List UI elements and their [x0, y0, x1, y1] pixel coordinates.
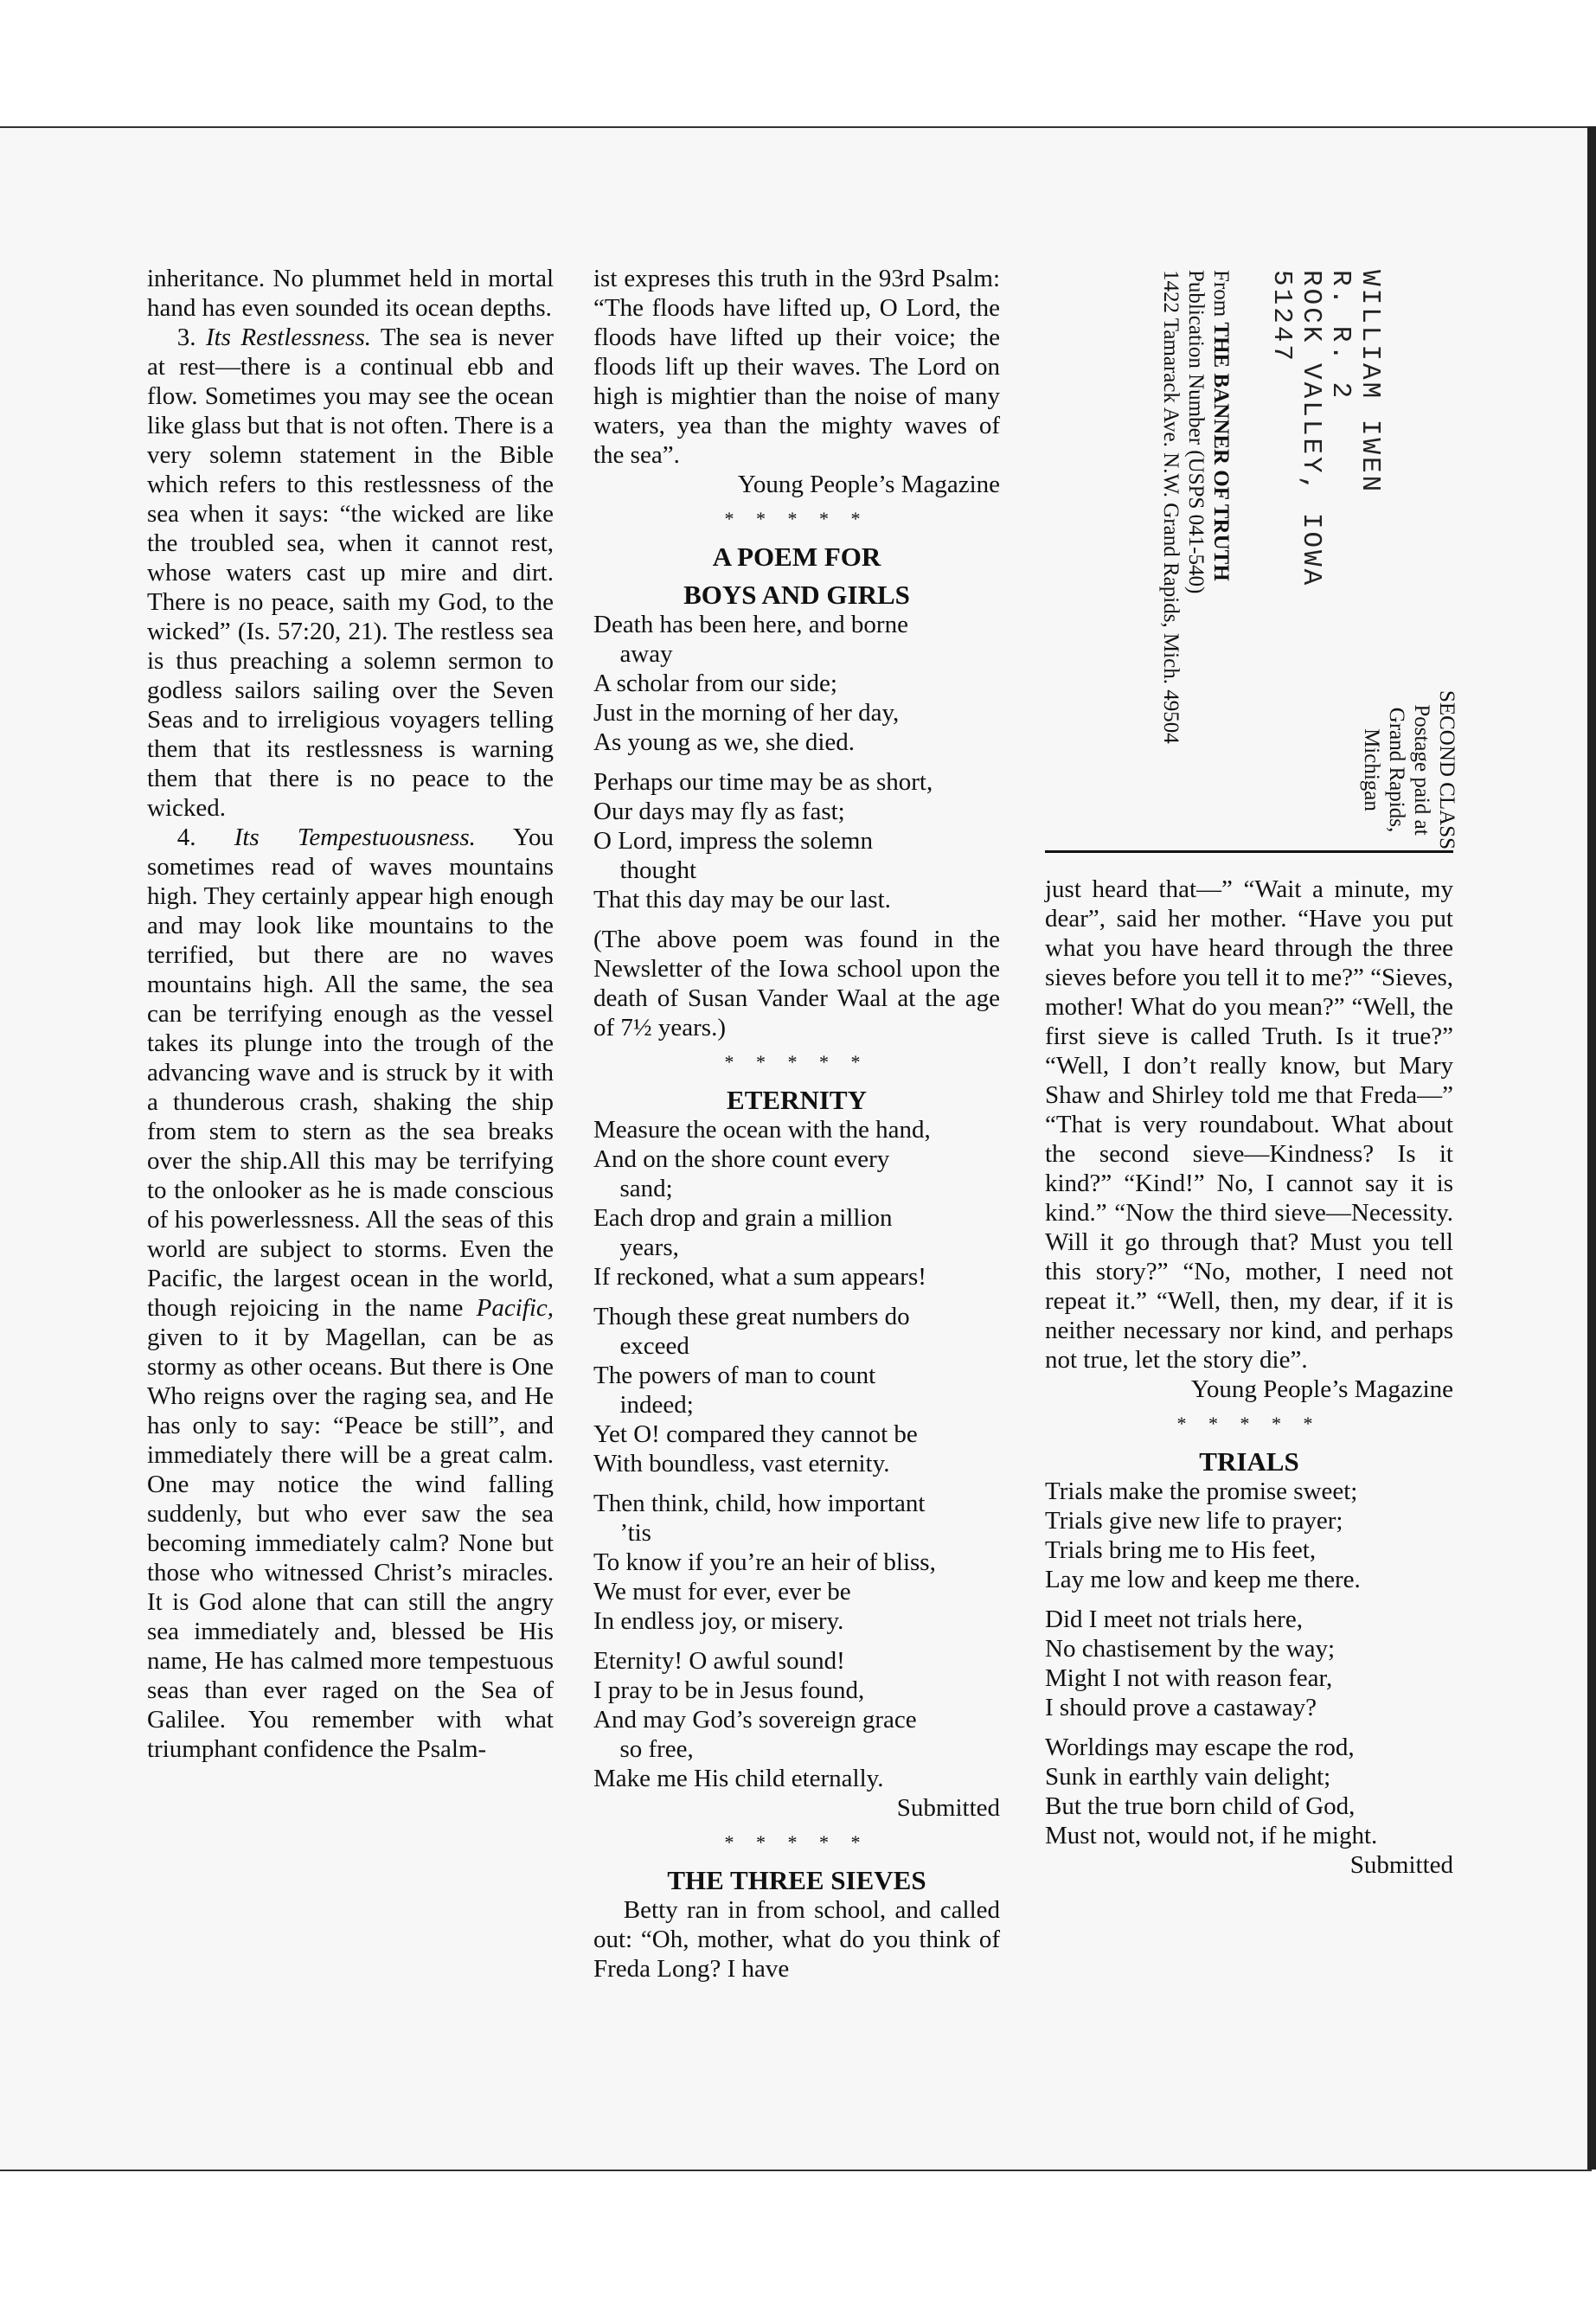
section-heading: Its Restlessness. [205, 324, 372, 351]
poem-line: I pray to be in Jesus found, [593, 1676, 865, 1704]
poem-line: years, [619, 1234, 679, 1261]
poem-line: Trials give new life to prayer; [1045, 1507, 1343, 1535]
sieves-text-continued: just heard that—” “Wait a minute, my dear”, said her mother. “Have you put what you have heard through the three sieves before you tell it to me?” “Sieves, mother! What do you mean?” “Well, the first sieve is called Truth. Is it true?” “Well, I don’t really know, but Mary Shaw and Shirley told me that Freda—” “That is very roundabout. What about the second sieve—Kindness? Is it kind?” “Kind!” No, I cannot say it is kind.” “Now the third sieve—Necessity. Will it go through that? Must you tell this story?” “No, mother, I need not repeat it.” “Well, then, my dear, if it is neither necessary nor kind, and perhaps not true, let the story die”. [1045, 875, 1453, 1374]
poem-line: And may God’s sovereign grace [593, 1706, 917, 1734]
poem-line: ’tis [619, 1519, 651, 1547]
poem-line: I should prove a castaway? [1045, 1694, 1317, 1721]
poem-line: so free, [619, 1735, 694, 1763]
eternity-title: ETERNITY [727, 1085, 867, 1115]
trials-title: TRIALS [1199, 1446, 1299, 1477]
poem-line: Perhaps our time may be as short, [593, 768, 933, 796]
address-line: ROCK VALLEY, IOWA 51247 [1266, 270, 1326, 588]
poem-title-line-1: A POEM FOR [712, 542, 881, 572]
source-credit: Submitted [896, 1794, 1000, 1822]
section-number: 3. [176, 324, 196, 351]
poem-line: A scholar from our side; [593, 670, 837, 697]
sieves-title: THE THREE SIEVES [667, 1865, 926, 1895]
poem-line: In endless joy, or misery. [593, 1607, 844, 1635]
sender-address: 1422 Tamarack Ave. N.W. Grand Rapids, Mich. 49504 [1159, 270, 1183, 744]
poem-line: To know if you’re an heir of bliss, [593, 1548, 936, 1576]
publisher-name: THE BANNER OF TRUTH [1209, 322, 1233, 581]
poem-line: Yet O! compared they cannot be [593, 1420, 918, 1448]
address-block [1158, 270, 1384, 824]
poem-line: As young as we, she died. [593, 728, 856, 756]
page-edge-shadow [1587, 126, 1596, 2170]
poem-line: Make me His child eternally. [593, 1765, 884, 1792]
eternity-stanza-3 [593, 1489, 1000, 1636]
poem-line: Then think, child, how important [593, 1490, 926, 1517]
poem-line: That this day may be our last. [593, 886, 891, 913]
poem-line: Trials make the promise sweet; [1045, 1477, 1358, 1505]
poem-line: But the true born child of God, [1045, 1792, 1356, 1820]
poem-stanza-1 [593, 610, 1000, 757]
separator-stars: * * * * * [724, 1831, 869, 1853]
poem-line: Each drop and grain a million [593, 1204, 893, 1232]
from-label: From [1209, 270, 1233, 317]
poem-line: Trials bring me to His feet, [1045, 1536, 1317, 1564]
section-heading: Its Tempestuousness. [234, 824, 476, 851]
eternity-stanza-1 [593, 1115, 1000, 1292]
recipient-address [1266, 270, 1384, 668]
section-text: You sometimes read of waves mountains high. They certainly appear high enough and may look like mountains to the terrified, but there are no waves mountains high. All the same, the sea can be terrifying enough as the vessel takes its plunge into the trough of the advancing wave and is struck by it with a thunderous crash, shaking the ship from stem to stern as the sea breaks over the ship.All this may be terrifying to the onlooker as he is made conscious of his powerlessness. All the seas of this world are subject to storms. Even the Pacific, the largest ocean in the world, though rejoicing in the name [147, 824, 554, 1322]
body-paragraph: inheritance. No plummet held in mortal hand has even sounded its ocean depths. [147, 265, 554, 322]
column-2 [593, 264, 1000, 1984]
separator-stars: * * * * * [724, 508, 869, 529]
poem-line: Might I not with reason fear, [1045, 1664, 1333, 1692]
postage-line: SECOND CLASS [1435, 689, 1458, 850]
poem-line: sand; [619, 1175, 673, 1202]
poem-line: Did I meet not trials here, [1045, 1606, 1303, 1633]
poem-line: Just in the morning of her day, [593, 699, 900, 727]
column-1 [147, 264, 554, 1764]
column-3 [1045, 875, 1453, 1880]
separator-stars: * * * * * [724, 1051, 869, 1073]
postage-line: Grand Rapids, Michigan [1360, 707, 1408, 833]
section-number: 4. [176, 824, 196, 851]
poem-line: O Lord, impress the solemn [593, 827, 873, 855]
publication-number: Publication Number (USPS 041-540) [1184, 270, 1208, 594]
eternity-stanza-4 [593, 1646, 1000, 1793]
postage-permit [1359, 675, 1459, 865]
section-restlessness [147, 323, 554, 823]
poem-line: We must for ever, ever be [593, 1578, 851, 1606]
poem-line: Measure the ocean with the hand, [593, 1116, 931, 1144]
sender-block [1158, 270, 1234, 824]
poem-line: Death has been here, and borne [593, 611, 908, 638]
sender-line [1208, 270, 1234, 824]
eternity-stanza-2 [593, 1302, 1000, 1478]
trials-stanza-1 [1045, 1477, 1453, 1594]
section-text: The sea is never at rest—there is a continual ebb and flow. Sometimes you may see the ocean like glass but that is not often. There is a very solemn statement in the Bible which refers to this restlessness of the sea when it says: “the wicked are like the troubled sea, when it cannot rest, whose waters cast up mire and dirt. There is no peace, saith my God, to the wicked” (Is. 57:20, 21). The restless sea is thus preaching a solemn sermon to godless sailors sailing over the Seven Seas and to irreligious voyagers telling them that its restlessness is warning them that there is no peace to the wicked. [147, 324, 554, 822]
psalm-text: ist expreses this truth in the 93rd Psalm: “The floods have lifted up, O Lord, the floods have lifted up their voice; the floods lift up their waves. The Lord on high is mightier than the noise of many waters, yea than the mighty waves of the sea”. [593, 265, 1000, 469]
poem-line: thought [619, 856, 697, 884]
poem-title-line-2: BOYS AND GIRLS [683, 580, 910, 610]
address-line: R. R. 2 [1325, 270, 1356, 401]
poem-line: With boundless, vast eternity. [593, 1450, 890, 1477]
source-credit: Submitted [1349, 1851, 1453, 1879]
poem-line: Though these great numbers do [593, 1303, 910, 1330]
poem-line: away [619, 640, 673, 668]
sieves-text: Betty ran in from school, and called out: “Oh, mother, what do you think of Freda Long? I have [593, 1896, 1000, 1983]
poem-line: The powers of man to count [593, 1362, 876, 1389]
poem-line: Must not, would not, if he might. [1045, 1822, 1378, 1849]
poem-note: (The above poem was found in the Newsletter of the Iowa school upon the death of Susan Vander Waal at the age of 7½ years.) [593, 926, 1000, 1042]
poem-line: Our days may fly as fast; [593, 798, 845, 825]
trials-stanza-3 [1045, 1733, 1453, 1850]
pacific-word: Pacific, [476, 1294, 554, 1322]
poem-line: Sunk in earthly vain delight; [1045, 1763, 1331, 1791]
trials-stanza-2 [1045, 1605, 1453, 1722]
poem-stanza-2 [593, 767, 1000, 914]
horizontal-rule [1045, 850, 1453, 853]
poem-line: exceed [619, 1332, 689, 1360]
poem-line: indeed; [619, 1391, 694, 1419]
source-credit: Young People’s Magazine [737, 471, 1000, 498]
poem-line: And on the shore count every [593, 1145, 890, 1173]
mailing-label-block [1158, 270, 1384, 824]
poem-line: If reckoned, what a sum appears! [593, 1263, 926, 1291]
poem-line: Eternity! O awful sound! [593, 1647, 845, 1675]
poem-line: No chastisement by the way; [1045, 1635, 1336, 1663]
separator-stars: * * * * * [1176, 1413, 1322, 1434]
poem-line: Worldings may escape the rod, [1045, 1734, 1355, 1761]
source-credit: Young People’s Magazine [1190, 1375, 1453, 1403]
postage-line: Postage paid at [1410, 704, 1433, 836]
section-text-continued: given to it by Magellan, can be as stormy as other oceans. But there is One Who reigns over the raging sea, and He has only to say: “Peace be still”, and immediately there will be a great calm. One may notice the wind falling suddenly, but who ever saw the sea becoming immediately calm? None but those who witnessed Christ’s miracles. It is God alone that can still the angry sea immediately and, blessed be His name, He has calmed more tempestuous seas than ever raged on the Sea of Galilee. You remember with what triumphant confidence the Psalm- [147, 1324, 554, 1763]
section-tempestuousness [147, 823, 554, 1764]
address-line: WILLIAM IWEN [1355, 270, 1385, 495]
poem-line: Lay me low and keep me there. [1045, 1566, 1361, 1593]
